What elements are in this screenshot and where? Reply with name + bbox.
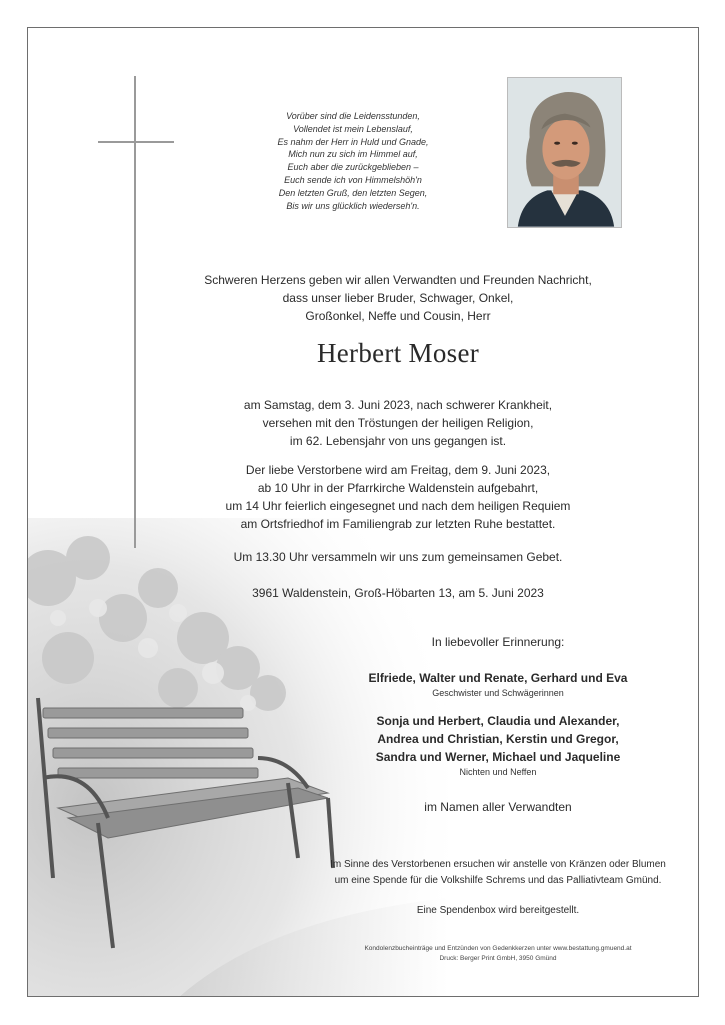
place-date — [178, 584, 618, 602]
memory-heading-text: In liebevoller Erinnerung: — [431, 635, 565, 649]
poem-line: Euch sende ich von Himmelshöh'n — [284, 174, 422, 185]
footer-line: Kondolenzbucheinträge und Entzünden von Gedenkkerzen unter www.bestattung.gmuend.at — [364, 945, 632, 952]
footer — [298, 944, 698, 964]
funeral-line: ab 10 Uhr in der Pfarrkirche Waldenstein aufgebahrt, — [257, 481, 539, 495]
cross-horizontal-bar — [98, 141, 174, 143]
intro-line: Schweren Herzens geben wir allen Verwandten und Freunden Nachricht, — [204, 273, 592, 287]
poem-line: Vorüber sind die Leidensstunden, — [286, 111, 420, 121]
family-names: Andrea und Christian, Kerstin und Gregor, — [377, 732, 619, 746]
family-relation: Nichten und Neffen — [459, 767, 537, 777]
death-notice — [178, 396, 618, 450]
intro-text — [178, 271, 618, 325]
family-names: Elfriede, Walter und Renate, Gerhard und Eva — [368, 671, 628, 685]
prayer-line: Um 13.30 Uhr versammeln wir uns zum gemeinsamen Gebet. — [233, 550, 563, 564]
donation-box — [298, 903, 698, 919]
donation-box-text: Eine Spendenbox wird bereitgestellt. — [416, 905, 580, 916]
poem-line: Euch aber die zurückgeblieben – — [287, 162, 419, 173]
deceased-name: Herbert Moser — [316, 338, 480, 368]
funeral-line: Der liebe Verstorbene wird am Freitag, dem 9. Juni 2023, — [245, 463, 551, 477]
death-notice-line: im 62. Lebensjahr von uns gegangen ist. — [289, 434, 507, 448]
memory-heading — [298, 633, 698, 651]
poem-line: Vollendet ist mein Lebenslauf, — [293, 123, 413, 134]
obituary-page — [27, 27, 699, 997]
funeral-details — [178, 461, 618, 533]
prayer-text — [178, 548, 618, 566]
funeral-line: am Ortsfriedhof im Familiengrab zur letzten Ruhe bestattet. — [240, 517, 556, 531]
place-date-line: 3961 Waldenstein, Groß-Höbarten 13, am 5. Juni 2023 — [252, 586, 544, 600]
death-notice-line: am Samstag, dem 3. Juni 2023, nach schwerer Krankheit, — [243, 398, 553, 412]
poem-line: Mich nun zu sich im Himmel auf, — [288, 149, 418, 160]
intro-line: Großonkel, Neffe und Cousin, Herr — [305, 309, 491, 323]
funeral-line: um 14 Uhr feierlich eingesegnet und nach dem heiligen Requiem — [225, 499, 571, 513]
death-notice-line: versehen mit den Tröstungen der heiligen Religion, — [262, 416, 534, 430]
family-names: Sonja und Herbert, Claudia und Alexander, — [376, 714, 620, 728]
poem-line: Den letzten Gruß, den letzten Segen, — [278, 187, 428, 198]
family-relation: Geschwister und Schwägerinnen — [432, 688, 564, 698]
intro-line: dass unser lieber Bruder, Schwager, Onkel, — [282, 291, 514, 305]
family-group-nieces — [298, 712, 698, 778]
donation-line: Im Sinne des Verstorbenen ersuchen wir anstelle von Kränzen oder Blumen — [330, 859, 666, 870]
relatives-line — [298, 798, 698, 816]
relatives-text: im Namen aller Verwandten — [424, 800, 572, 814]
poem-line: Es nahm der Herr in Huld und Gnade, — [277, 136, 429, 147]
cross-vertical-bar — [134, 76, 136, 548]
poem-line: Bis wir uns glücklich wiederseh'n. — [286, 200, 420, 211]
poem — [253, 110, 453, 212]
portrait-photo — [507, 77, 622, 228]
footer-line: Druck: Berger Print GmbH, 3950 Gmünd — [439, 955, 557, 962]
portrait-illustration — [508, 78, 621, 227]
family-group-siblings — [298, 669, 698, 699]
family-names: Sandra und Werner, Michael und Jaqueline — [375, 750, 621, 764]
donation-text — [298, 857, 698, 889]
donation-line: um eine Spende für die Volkshilfe Schrems und das Palliativteam Gmünd. — [334, 875, 662, 886]
